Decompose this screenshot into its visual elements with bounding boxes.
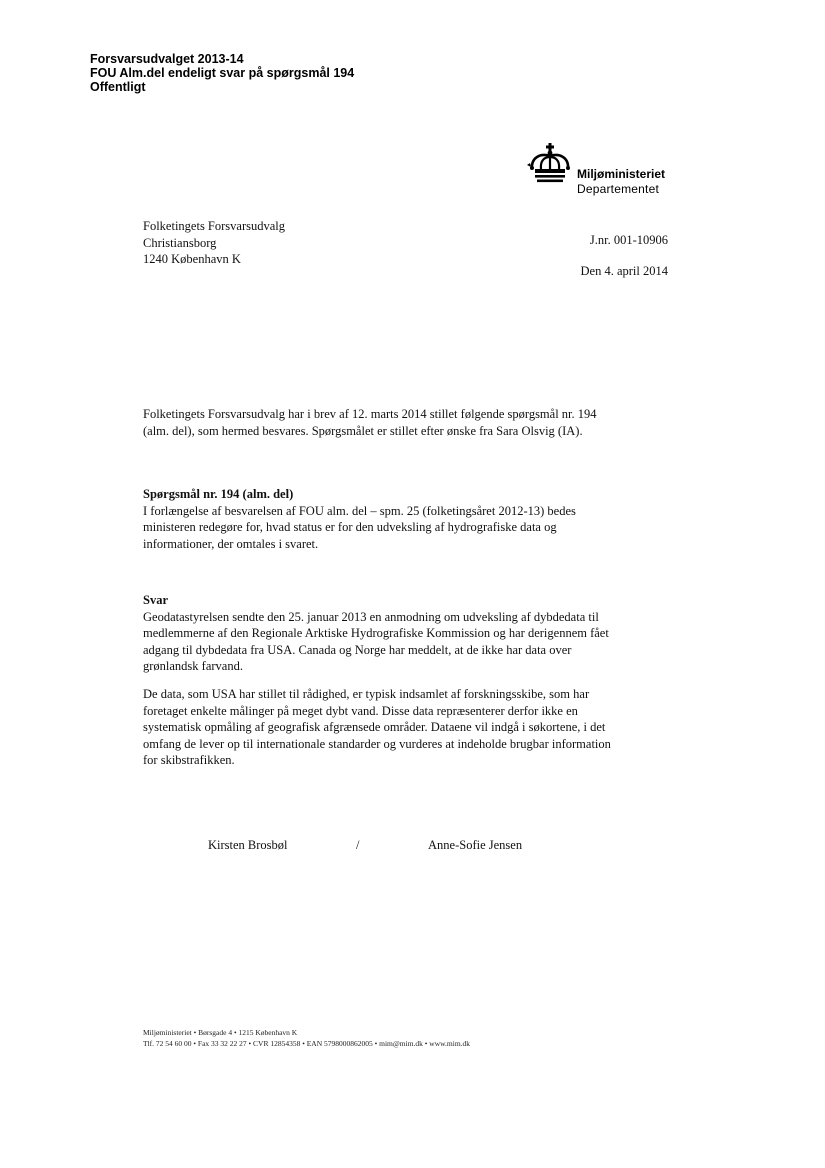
question-text: I forlængelse af besvarelsen af FOU alm. del – spm. 25 (folketingsåret 2012-13) bedes ministeren redegøre for, hvad status er for den udveksling af hydrografiske data og informationer, der omtales i svaret. [143,503,576,551]
ministry-block [577,167,665,197]
answer-section [143,592,613,675]
recipient-address [143,218,285,268]
recipient-line-3: 1240 København K [143,252,241,266]
question-section [143,486,613,552]
ministry-department: Departementet [577,182,659,196]
answer-paragraph-2: De data, som USA har stillet til rådighed, er typisk indsamlet af forskningsskibe, som har foretaget enkelte målinger på meget dybt vand. Disse data repræsenterer derfor ikke en systematisk opmåling af geografisk afgrænsede områder. Dataene vil indgå i søkortene, i det omfang de lever op til internationale standarder og vurderes at indeholde brugbar information for skibstrafikken. [143,687,611,767]
document-stamp [90,52,354,94]
intro-text: Folketingets Forsvarsudvalg har i brev af 12. marts 2014 stillet følgende spørgsmål nr. 194 (alm. del), som hermed besvares. Spørgsmålet er stillet efter ønske fra Sara Olsvig (IA). [143,407,597,438]
answer-paragraph-1: Geodatastyrelsen sendte den 25. januar 2013 en anmodning om udveksling af dybdedata til medlemmerne af den Regionale Arktiske Hydrografiske Kommission og har derigennem fået adgang til dybdedata fra USA. Canada og Norge har meddelt, at de ikke har data over grønlandsk farvand. [143,609,609,673]
question-heading: Spørgsmål nr. 194 (alm. del) [143,487,294,501]
answer-heading: Svar [143,593,168,607]
journal-number: J.nr. 001-10906 [589,233,668,247]
page-footer [143,1027,470,1049]
crown-logo-icon [527,143,573,183]
recipient-line-1: Folketingets Forsvarsudvalg [143,219,286,233]
intro-paragraph [143,406,613,439]
footer-address: Miljøministeriet • Børsgade 4 • 1215 København K [143,1028,298,1037]
stamp-committee: Forsvarsudvalget 2013-14 [90,52,244,66]
signer-2: Anne-Sofie Jensen [428,838,523,852]
signature-separator: / [356,838,360,852]
ministry-name: Miljøministeriet [577,167,666,181]
stamp-reference: FOU Alm.del endeligt svar på spørgsmål 194 [90,66,355,80]
signer-1: Kirsten Brosbøl [208,838,288,852]
footer-contact: Tlf. 72 54 60 00 • Fax 33 32 22 27 • CVR 12854358 • EAN 5798000862005 • mim@mim.dk • www.mim.dk [143,1039,471,1048]
answer-continuation [143,686,613,769]
stamp-status: Offentligt [90,80,146,94]
letter-date: Den 4. april 2014 [580,264,668,278]
recipient-line-2: Christiansborg [143,235,217,250]
